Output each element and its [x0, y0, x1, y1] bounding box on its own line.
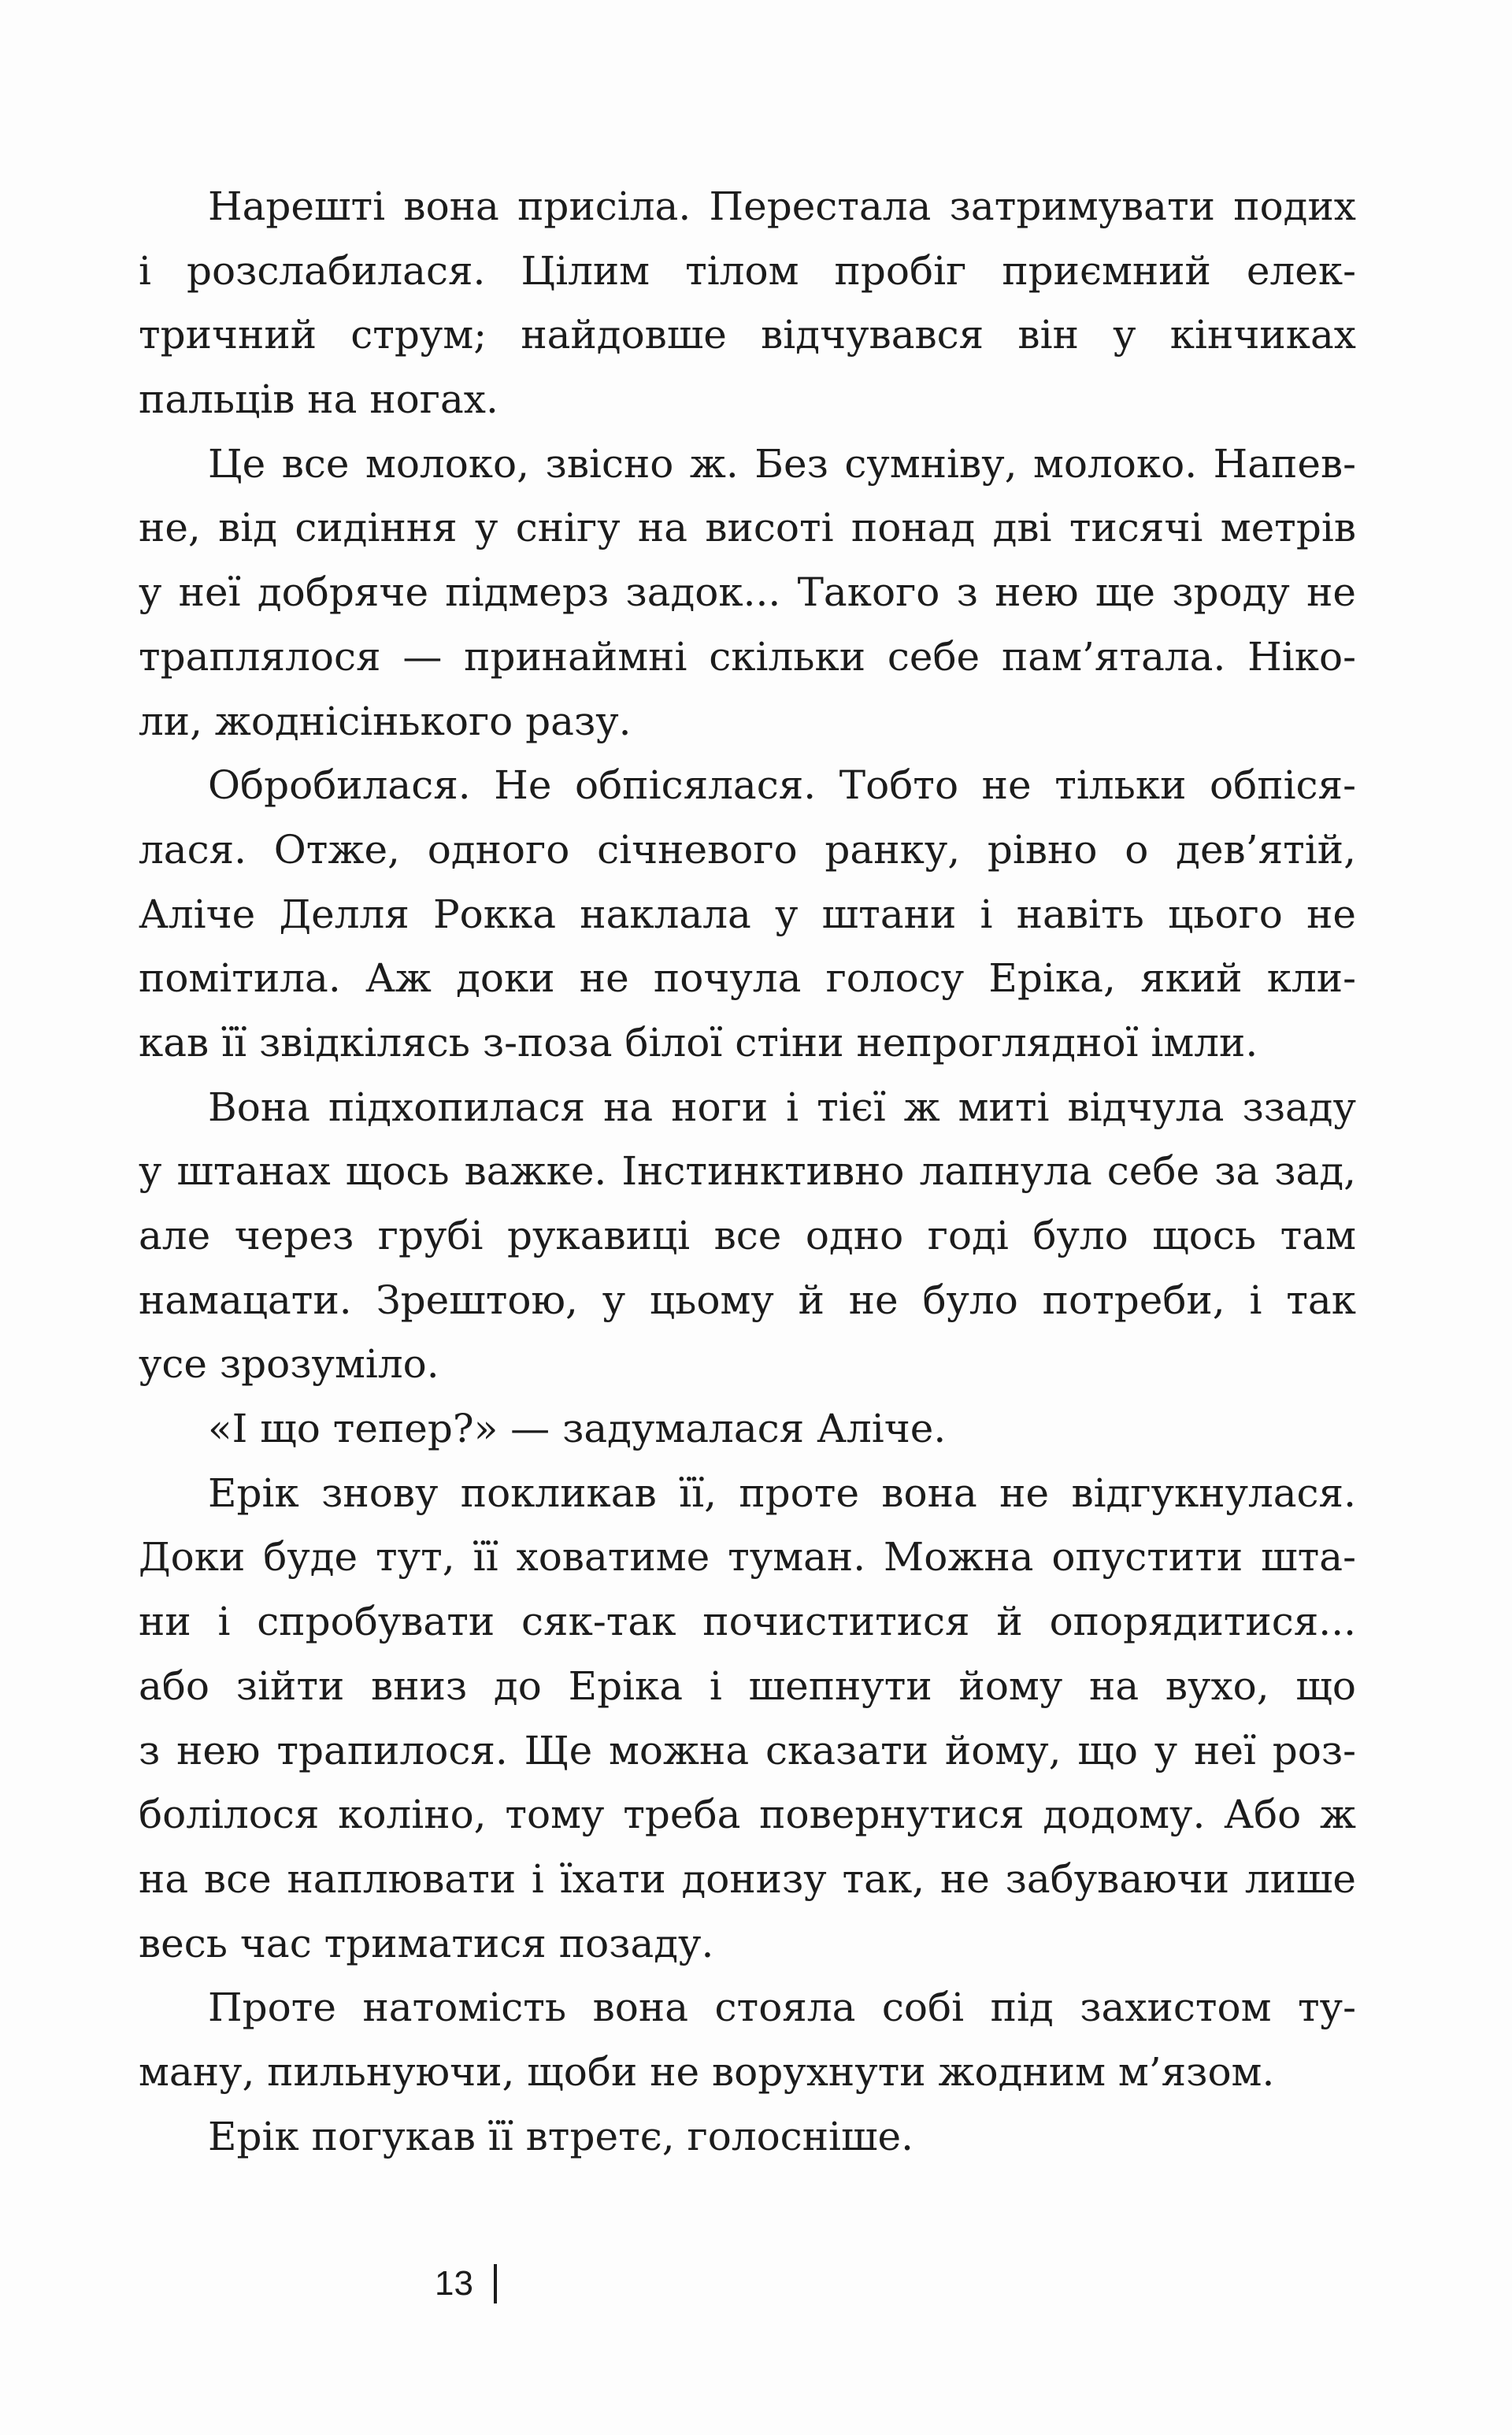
- text-line: Обробилася. Не обпісялася. Тобто не тільки обпіся-: [208, 762, 1356, 809]
- text-line: у штанах щось важке. Інстинктивно лапнула себе за зад,: [139, 1148, 1356, 1195]
- text-line: ли, жоднісінького разу.: [139, 698, 632, 744]
- text-line: не, від сидіння у снігу на висоті понад дві тисячі метрів: [139, 505, 1356, 551]
- text-line: весь час триматися позаду.: [139, 1920, 714, 1966]
- text-line: Аліче Делля Рокка наклала у штани і навіть цього не: [139, 891, 1356, 937]
- text-line: або зійти вниз до Еріка і шепнути йому на вухо, що: [139, 1662, 1356, 1709]
- text-line: Вона підхопилася на ноги і тієї ж миті відчула ззаду: [208, 1084, 1356, 1130]
- text-line: у неї добряче підмерз задок... Такого з нею ще зроду не: [139, 569, 1356, 616]
- text-line: «І що тепер?» — задумалася Аліче.: [208, 1406, 947, 1452]
- text-line: ману, пильнуючи, щоби не ворухнути жодним м’язом.: [139, 2048, 1275, 2095]
- text-line: кав її звідкілясь з-поза білої стіни непроглядної імли.: [139, 1019, 1258, 1066]
- page-number: 13: [435, 2264, 473, 2303]
- page-body-text: [139, 175, 1356, 2169]
- text-line: ни і спробувати сяк-так почиститися й опорядитися...: [139, 1599, 1356, 1645]
- text-line: і розслабилася. Цілим тілом пробіг приємний елек-: [139, 247, 1356, 294]
- text-line: траплялося — принаймні скільки себе пам’ятала. Ніко-: [139, 633, 1356, 680]
- text-line: Це все молоко, звісно ж. Без сумніву, молоко. Напев-: [208, 440, 1356, 487]
- text-line: на все наплювати і їхати донизу так, не забуваючи лише: [139, 1855, 1356, 1902]
- text-line: Нарешті вона присіла. Перестала затримувати подих: [208, 183, 1356, 229]
- text-line: пальців на ногах.: [139, 376, 498, 423]
- text-line: тричний струм; найдовше відчувався він у кінчиках: [139, 312, 1356, 358]
- text-line: болілося коліно, тому треба повернутися додому. Або ж: [139, 1792, 1356, 1838]
- text-line: Ерік погукав її втретє, голосніше.: [208, 2113, 914, 2159]
- text-line: Проте натомість вона стояла собі під захистом ту-: [208, 1985, 1356, 2031]
- text-line: помітила. Аж доки не почула голосу Еріка, який кли-: [139, 955, 1356, 1002]
- text-line: лася. Отже, одного січневого ранку, рівно о дев’ятій,: [139, 826, 1356, 873]
- text-line: Ерік знову покликав її, проте вона не відгукнулася.: [208, 1470, 1356, 1516]
- page-number-divider: [494, 2264, 497, 2303]
- text-line: але через грубі рукавиці все одно годі було щось там: [139, 1213, 1356, 1258]
- text-line: усе зрозуміло.: [139, 1341, 439, 1388]
- text-line: Доки буде тут, її ховатиме туман. Можна опустити шта-: [139, 1534, 1356, 1581]
- text-line: з нею трапилося. Ще можна сказати йому, що у неї роз-: [139, 1727, 1356, 1773]
- page-footer: [435, 2260, 497, 2307]
- text-line: намацати. Зрештою, у цьому й не було потреби, і так: [139, 1277, 1356, 1323]
